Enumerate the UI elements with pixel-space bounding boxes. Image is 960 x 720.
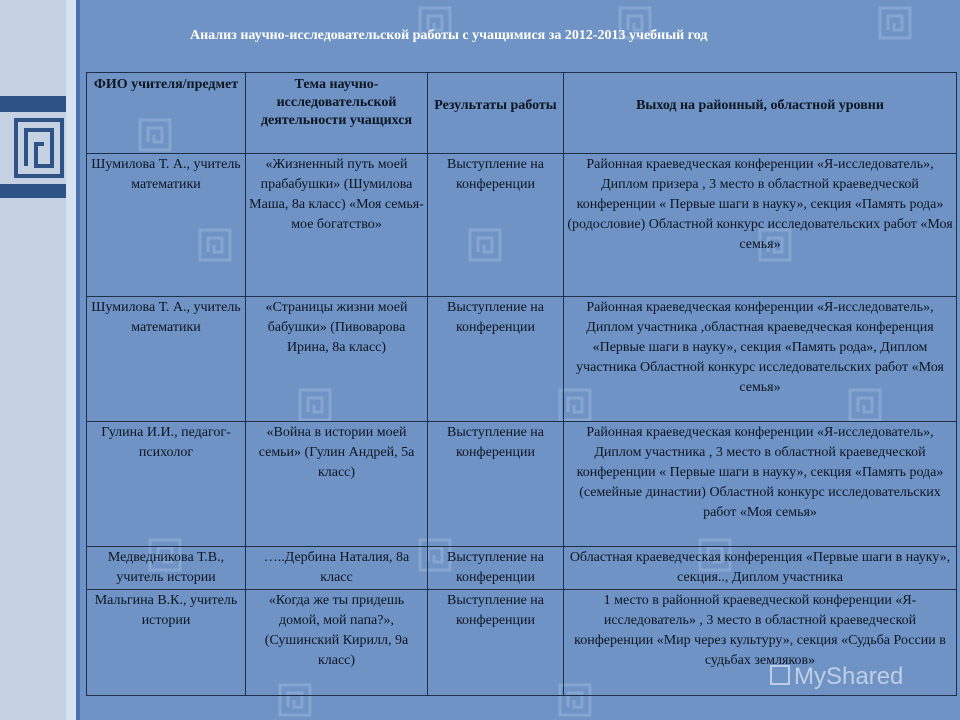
watermark-text: MyShared [794,663,904,690]
topic-cell: …..Дербина Наталия, 8а класс [246,547,428,590]
topic-cell: «Война в истории моей семьи» (Гулин Андрей, 5а класс) [246,422,428,547]
topic-cell: «Жизненный путь моей прабабушки» (Шумилова Маша, 8а класс) «Моя семья-мое богатство» [246,154,428,297]
watermark-logo-icon [770,665,790,685]
teacher-cell: Гулина И.И., педагог-психолог [87,422,246,547]
teacher-cell: Шумилова Т. А., учитель математики [87,154,246,297]
header-topic: Тема научно-исследовательской деятельности учащихся [246,73,428,154]
left-strip-divider [66,0,76,720]
teacher-cell: Шумилова Т. А., учитель математики [87,297,246,422]
result-cell: Выступление на конференции [428,590,564,696]
result-cell: Выступление на конференции [428,154,564,297]
teacher-cell: Медведникова Т.В., учитель истории [87,547,246,590]
table-row [87,547,957,590]
header-teacher: ФИО учителя/предмет [87,73,246,154]
level-cell: 1 место в районной краеведческой конференции «Я-исследователь» , 3 место в областной краеведческой конференции «Мир через культуру», секция «Судьба России в судьбах земляков» [564,590,957,696]
level-cell: Областная краеведческая конференция «Первые шаги в науку», секция.., Диплом участника [564,547,957,590]
header-result: Результаты работы [428,73,564,154]
table-row [87,154,957,297]
table-row [87,422,957,547]
level-cell: Районная краеведческая конференции «Я-исследователь», Диплом участника ,областная краеведческая конференция «Первые шаги в науку», секция «Память рода», Диплом участника Областной конкурс исследовательских работ «Моя семья» [564,297,957,422]
topic-cell: «Страницы жизни моей бабушки» (Пивоварова Ирина, 8а класс) [246,297,428,422]
table-row [87,297,957,422]
meander-ornament-icon [14,118,64,178]
page-title: Анализ научно-исследовательской работы с учащимися за 2012-2013 учебный год [190,28,708,43]
left-strip-band [0,96,66,112]
left-strip-edge [76,0,80,720]
result-cell: Выступление на конференции [428,547,564,590]
table-header-row [87,73,957,154]
level-cell: Районная краеведческая конференции «Я-исследователь», Диплом призера , 3 место в областной краеведческой конференции « Первые шаги в науку», секция «Память рода» (родословие) Областной конкурс исследовательских работ «Моя семья» [564,154,957,297]
teacher-cell: Мальгина В.К., учитель истории [87,590,246,696]
left-strip-band [0,184,66,198]
topic-cell: «Когда же ты придешь домой, мой папа?», (Сушинский Кирилл, 9а класс) [246,590,428,696]
watermark [770,663,903,691]
result-cell: Выступление на конференции [428,297,564,422]
header-level: Выход на районный, областной уровни [564,73,957,154]
level-cell: Районная краеведческая конференции «Я-исследователь», Диплом участника , 3 место в областной краеведческой конференции « Первые шаги в науку», секция «Память рода» (семейные династии) Областной конкурс исследовательских работ «Моя семья» [564,422,957,547]
result-cell: Выступление на конференции [428,422,564,547]
analysis-table [86,72,957,696]
